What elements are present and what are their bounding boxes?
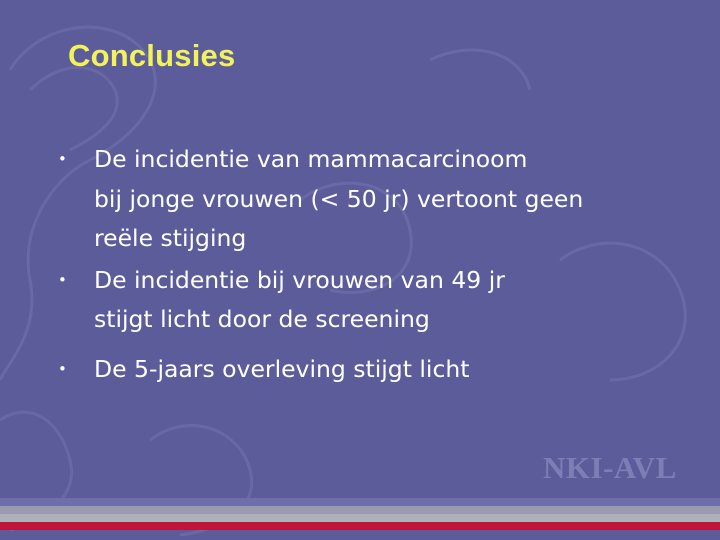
bullet-line: stijgt licht door de screening	[94, 305, 430, 333]
bullet-marker: •	[58, 359, 67, 378]
bullet-line: bij jonge vrouwen (< 50 jr) vertoont geen	[94, 184, 584, 213]
bullet-item	[58, 261, 678, 340]
bullet-marker: •	[58, 270, 67, 289]
nki-avl-logo: NKI-AVL	[543, 450, 677, 485]
bullet-item	[58, 350, 678, 390]
footer-stripes	[0, 498, 720, 530]
footer-stripe	[0, 498, 720, 506]
bullet-line: reële stijging	[94, 224, 247, 252]
bullet-line: De incidentie van mammacarcinoom	[94, 145, 528, 173]
bullet-item	[58, 140, 678, 259]
footer-stripe	[0, 506, 720, 514]
footer-stripe	[0, 514, 720, 522]
footer-stripe-red	[0, 522, 720, 530]
bullet-list	[58, 140, 678, 389]
bullet-line: De 5-jaars overleving stijgt licht	[94, 354, 470, 383]
bullet-marker: •	[58, 150, 67, 168]
slide-title: Conclusies	[68, 38, 236, 73]
bullet-line: De incidentie bij vrouwen van 49 jr	[94, 265, 505, 294]
